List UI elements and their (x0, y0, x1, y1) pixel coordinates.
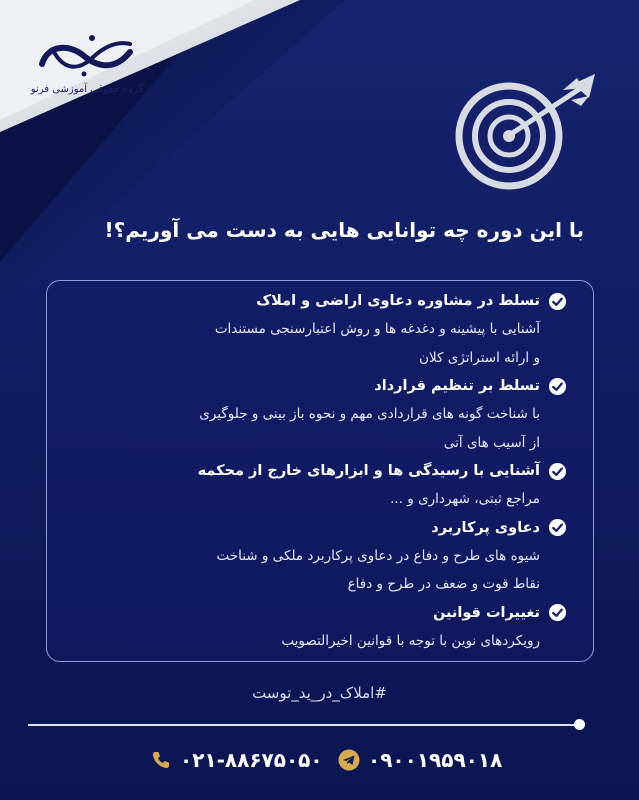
telegram-number[interactable]: ۰۹۰۰۱۹۵۹۰۱۸ (368, 748, 503, 772)
item-line: نقاط قوت و ضعف در طرح و دفاع (347, 576, 540, 592)
item-description (67, 627, 567, 656)
item-line: آشنایی با پیشینه و دغدغه ها و روش اعتبارسنجی مستندات (214, 321, 540, 337)
item-header (67, 372, 567, 400)
item-line: از آسیب های آتی (443, 434, 540, 451)
check-circle-icon (548, 603, 567, 622)
item-title: تسلط بر تنظیم قرارداد (374, 378, 540, 394)
divider (28, 724, 578, 726)
item-line: و ارائه استراتژی کلان (419, 349, 540, 366)
telegram-contact[interactable] (338, 748, 502, 772)
headline: با این دوره چه توانایی هایی به دست می آوریم؟! (104, 218, 584, 242)
list-item (67, 457, 567, 514)
item-description (67, 485, 567, 514)
item-line: مراجع ثبتی، شهرداری و ... (390, 491, 540, 507)
list-item (67, 599, 567, 656)
item-title: تغییرات قوانین (432, 604, 540, 621)
item-header (67, 287, 567, 315)
item-description (67, 400, 567, 457)
list-item (67, 514, 567, 599)
item-header (67, 599, 567, 627)
benefits-list (67, 287, 567, 655)
telegram-icon (338, 749, 360, 771)
item-header (67, 514, 567, 542)
logo-mark-icon (34, 30, 139, 80)
item-description (67, 315, 567, 372)
hashtag-link[interactable]: #املاک_در_ید_توست (252, 684, 387, 702)
check-circle-icon (548, 377, 567, 396)
item-title: تسلط در مشاوره دعاوی اراضی و املاک (256, 293, 540, 309)
phone-number[interactable]: ۰۲۱-۸۸۶۷۵۰۵۰ (180, 748, 323, 772)
item-title: دعاوی پرکاربرد (431, 519, 540, 536)
brand-logo (22, 30, 152, 110)
logo-caption: گروه حقوقی آموزشی فرنو (30, 84, 144, 95)
item-header (67, 457, 567, 485)
item-line: با شناخت گونه های قراردادی مهم و نحوه باز بینی و جلوگیری (199, 406, 540, 422)
list-item (67, 372, 567, 457)
check-circle-icon (548, 518, 567, 537)
target-arrow-icon (455, 72, 605, 192)
check-circle-icon (548, 462, 567, 481)
item-title: آشنایی با رسیدگی ها و ابزارهای خارج از محکمه (197, 463, 540, 479)
list-item (67, 287, 567, 372)
phone-icon (150, 749, 172, 771)
item-line: شیوه های طرح و دفاع در دعاوی پرکاربرد ملکی و شناخت (216, 547, 540, 564)
check-circle-icon (548, 292, 567, 311)
phone-contact[interactable] (150, 748, 323, 772)
item-line: رویکردهای نوین با توجه با قوانین اخیرالتصویب (281, 632, 540, 649)
divider-dot (574, 719, 585, 730)
item-description (67, 542, 567, 599)
benefits-panel (46, 280, 594, 662)
